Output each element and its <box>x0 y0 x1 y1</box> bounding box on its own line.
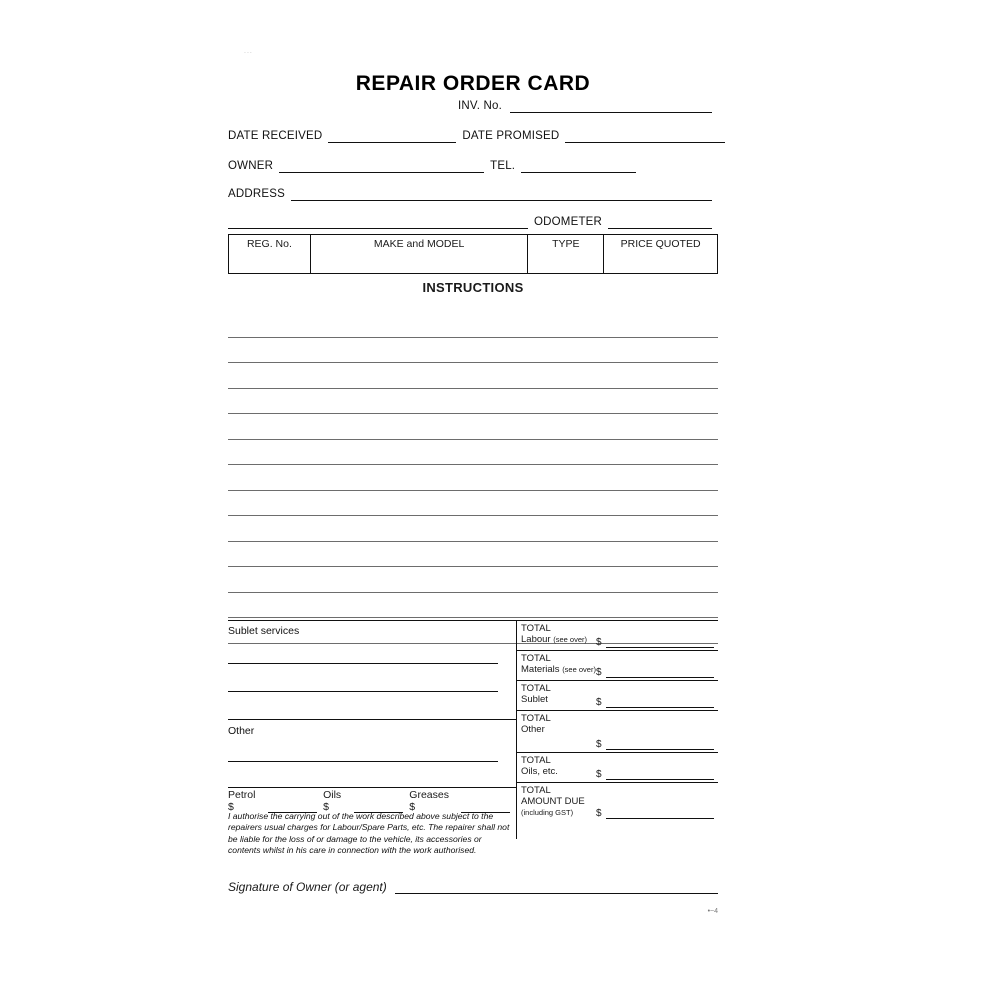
column-header-make-and-model: MAKE and MODEL <box>311 235 529 273</box>
address-row <box>228 188 718 201</box>
owner-field[interactable] <box>279 161 484 173</box>
total-sublet-amount[interactable] <box>596 697 714 708</box>
date-received-field[interactable] <box>328 131 456 143</box>
odometer-label: ODOMETER <box>534 216 603 228</box>
instruction-line[interactable] <box>228 363 718 389</box>
other-line-1[interactable] <box>228 761 498 762</box>
date-row <box>228 130 718 143</box>
column-header-price-quoted: PRICE QUOTED <box>620 238 701 250</box>
instruction-line[interactable] <box>228 593 718 619</box>
instruction-line[interactable] <box>228 465 718 491</box>
bottom-right-print-mark: •~4 <box>707 908 718 915</box>
sublet-services-label: Sublet services <box>228 625 300 637</box>
sublet-and-other-block <box>228 621 516 856</box>
total-due-line2: AMOUNT DUE <box>521 796 585 807</box>
vehicle-details-table <box>228 234 718 274</box>
total-materials-line2: Materials <box>521 664 560 675</box>
instructions-write-area[interactable] <box>228 312 718 644</box>
currency-symbol: $ <box>596 697 602 708</box>
instruction-line[interactable] <box>228 516 718 542</box>
signature-field[interactable] <box>395 881 718 894</box>
date-promised-field[interactable] <box>565 131 725 143</box>
date-received-label: DATE RECEIVED <box>228 130 323 142</box>
total-labour-note: (see over) <box>553 635 587 644</box>
total-due-line1: TOTAL <box>521 785 551 796</box>
repair-order-form <box>228 40 718 930</box>
odometer-row <box>228 216 718 229</box>
other-line-2[interactable] <box>228 787 516 788</box>
instruction-line[interactable] <box>228 338 718 364</box>
total-due-note: (including GST) <box>521 808 574 817</box>
address-field-line2[interactable] <box>228 217 528 229</box>
total-sublet-field[interactable] <box>606 697 714 708</box>
total-sublet-line2: Sublet <box>521 694 548 705</box>
total-other-amount[interactable] <box>596 739 714 750</box>
invoice-number-row <box>458 100 718 113</box>
total-row-amount-due <box>517 783 718 833</box>
total-labour-amount[interactable] <box>596 637 714 648</box>
total-other-line2: Other <box>521 724 545 735</box>
currency-symbol: $ <box>596 739 602 750</box>
owner-row <box>228 160 718 173</box>
signature-row <box>228 880 718 894</box>
total-materials-field[interactable] <box>606 667 714 678</box>
total-row-labour <box>517 621 718 651</box>
total-row-oils <box>517 753 718 783</box>
totals-column <box>516 621 718 839</box>
total-oils-field[interactable] <box>606 769 714 780</box>
instruction-line[interactable] <box>228 414 718 440</box>
invoice-number-field[interactable] <box>510 101 712 113</box>
address-field[interactable] <box>291 189 712 201</box>
total-row-sublet <box>517 681 718 711</box>
top-left-print-mark: ... <box>244 48 253 55</box>
signature-label: Signature of Owner (or agent) <box>228 880 387 894</box>
instruction-line[interactable] <box>228 389 718 415</box>
column-header-reg-no: REG. No. <box>229 235 311 273</box>
authorisation-text: I authorise the carrying out of the work described above subject to the repairers usual charges for Labour/Spare Parts, etc. The repairer shall not be liable for the loss of or damage to the vehicle, its accessories or contents whilst in his care in connection with the work authorised. <box>228 811 510 856</box>
invoice-number-label: INV. No. <box>458 100 503 112</box>
column-header-type: TYPE <box>528 235 604 273</box>
total-oils-line2: Oils, etc. <box>521 766 558 777</box>
total-row-materials <box>517 651 718 681</box>
currency-symbol: $ <box>596 769 602 780</box>
total-due-amount[interactable] <box>596 808 714 819</box>
total-materials-note: (see over) <box>562 665 596 674</box>
total-due-field[interactable] <box>606 808 714 819</box>
owner-label: OWNER <box>228 160 274 172</box>
instruction-line[interactable] <box>228 491 718 517</box>
total-oils-amount[interactable] <box>596 769 714 780</box>
other-label: Other <box>228 725 255 737</box>
address-label: ADDRESS <box>228 188 285 200</box>
currency-symbol: $ <box>596 808 602 819</box>
tel-field[interactable] <box>521 161 636 173</box>
total-materials-amount[interactable] <box>596 667 714 678</box>
sublet-line-2[interactable] <box>228 691 498 692</box>
instruction-line[interactable] <box>228 312 718 338</box>
totals-section <box>228 620 718 856</box>
total-labour-field[interactable] <box>606 637 714 648</box>
total-sublet-line1: TOTAL <box>521 683 551 694</box>
consumables-row <box>228 789 516 813</box>
total-other-line1: TOTAL <box>521 713 551 724</box>
sublet-line-3[interactable] <box>228 719 516 720</box>
greases-label: Greases $ <box>409 789 449 813</box>
instruction-line[interactable] <box>228 567 718 593</box>
instruction-line[interactable] <box>228 440 718 466</box>
odometer-field[interactable] <box>608 217 712 229</box>
total-oils-line1: TOTAL <box>521 755 551 766</box>
date-promised-label: DATE PROMISED <box>462 130 560 142</box>
oils-label: Oils $ <box>323 789 342 813</box>
total-labour-line2: Labour <box>521 634 551 645</box>
total-labour-line1: TOTAL <box>521 623 551 634</box>
petrol-label: Petrol $ <box>228 789 256 813</box>
tel-label: TEL. <box>490 160 516 172</box>
instruction-line[interactable] <box>228 542 718 568</box>
currency-symbol: $ <box>596 667 602 678</box>
currency-symbol: $ <box>596 637 602 648</box>
sublet-line-1[interactable] <box>228 663 498 664</box>
instructions-heading: INSTRUCTIONS <box>422 280 524 295</box>
total-row-other <box>517 711 718 753</box>
total-other-field[interactable] <box>606 739 714 750</box>
total-materials-line1: TOTAL <box>521 653 551 664</box>
page-title: REPAIR ORDER CARD <box>355 72 591 95</box>
